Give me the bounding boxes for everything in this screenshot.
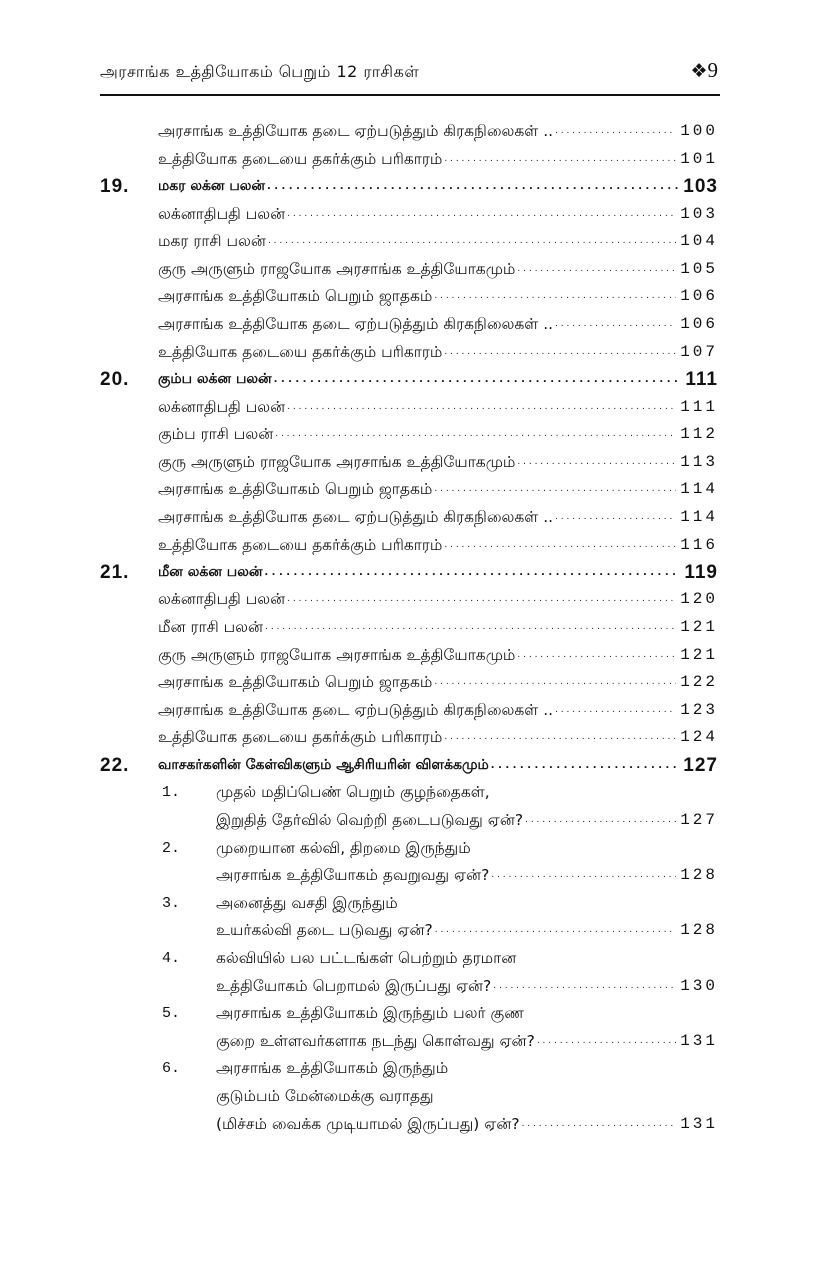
entry-label: கும்ப ராசி பலன் bbox=[158, 425, 274, 444]
entry-page: 120 bbox=[680, 590, 718, 609]
question-line bbox=[100, 1055, 718, 1083]
entry-label: உத்தியோக தடையை தகர்க்கும் பரிகாரம் bbox=[158, 535, 443, 554]
entry-label: லக்னாதிபதி பலன் bbox=[158, 397, 286, 416]
toc-entry bbox=[100, 421, 718, 449]
section-number: 20. bbox=[100, 369, 130, 391]
dot-leader bbox=[272, 366, 682, 394]
question-line bbox=[100, 835, 718, 863]
dot-leader bbox=[442, 532, 676, 560]
section-number: 22. bbox=[100, 755, 130, 777]
toc-entry bbox=[100, 504, 718, 532]
section-title: மீன லக்ன பலன் bbox=[158, 564, 263, 581]
question-line bbox=[100, 1000, 718, 1028]
entry-label: குரு அருளும் ராஜயோக அரசாங்க உத்தியோகமும் bbox=[158, 452, 516, 471]
section-page: 119 bbox=[684, 562, 718, 584]
dot-leader bbox=[553, 697, 676, 725]
dot-leader bbox=[432, 476, 676, 504]
entry-label: குரு அருளும் ராஜயோக அரசாங்க உத்தியோகமும் bbox=[158, 645, 516, 664]
dot-leader bbox=[262, 559, 680, 587]
dot-leader bbox=[442, 339, 676, 367]
section-page: 103 bbox=[683, 176, 718, 198]
entry-page: 124 bbox=[680, 728, 718, 747]
dot-leader bbox=[273, 421, 676, 449]
question-page: 131 bbox=[680, 1114, 718, 1133]
entry-label: லக்னாதிபதி பலன் bbox=[158, 204, 286, 223]
header-page bbox=[690, 58, 718, 83]
question-page: 127 bbox=[680, 811, 718, 830]
question-line bbox=[100, 1028, 718, 1056]
section-heading bbox=[100, 752, 718, 779]
toc-entry bbox=[100, 256, 718, 284]
toc-entry bbox=[100, 449, 718, 477]
dot-leader bbox=[442, 146, 676, 174]
toc-entry bbox=[100, 642, 718, 670]
dot-leader bbox=[432, 669, 676, 697]
dot-leader bbox=[553, 504, 676, 532]
section-title: கும்ப லக்ன பலன் bbox=[158, 371, 272, 388]
entry-label: குரு அருளும் ராஜயோக அரசாங்க உத்தியோகமும் bbox=[158, 259, 516, 278]
entry-page: 113 bbox=[680, 452, 718, 471]
section-title: வாசகர்களின் கேள்விகளும் ஆசிரியரின் விளக்கமும் bbox=[158, 757, 489, 774]
dot-leader bbox=[442, 724, 676, 752]
question-text: உத்தியோகம் பெறாமல் இருப்பது ஏன்? bbox=[216, 976, 492, 995]
entry-page: 100 bbox=[680, 122, 718, 140]
toc-entry bbox=[100, 283, 718, 311]
running-header bbox=[100, 58, 720, 96]
entry-label: உத்தியோக தடையை தகர்க்கும் பரிகாரம் bbox=[158, 728, 443, 747]
entry-label: லக்னாதிபதி பலன் bbox=[158, 590, 286, 609]
entry-label: அரசாங்க உத்தியோக தடை ஏற்படுத்தும் கிரகநிலைகள் .. bbox=[158, 314, 554, 333]
question-number: 4. bbox=[162, 950, 181, 967]
section-heading bbox=[100, 559, 718, 586]
table-of-contents bbox=[100, 118, 718, 1138]
entry-page: 107 bbox=[680, 342, 718, 361]
toc-entry bbox=[100, 532, 718, 560]
question-text: இறுதித் தேர்வில் வெற்றி தடைபடுவது ஏன்? bbox=[216, 811, 524, 830]
dot-leader bbox=[285, 201, 676, 229]
entry-label: உத்தியோக தடையை தகர்க்கும் பரிகாரம் bbox=[158, 149, 443, 168]
entry-page: 111 bbox=[680, 397, 718, 416]
question-line bbox=[100, 1111, 718, 1139]
question-line bbox=[100, 779, 718, 807]
entry-page: 121 bbox=[680, 618, 718, 637]
question-text: அனைத்து வசதி இருந்தும் bbox=[216, 893, 398, 912]
dot-leader bbox=[263, 614, 676, 642]
toc-entry bbox=[100, 311, 718, 339]
question-text: குடும்பம் மேன்மைக்கு வராதது bbox=[216, 1086, 434, 1105]
toc-entry bbox=[100, 339, 718, 367]
dot-leader bbox=[515, 449, 676, 477]
entry-page: 105 bbox=[680, 259, 718, 278]
entry-page: 123 bbox=[680, 700, 718, 719]
section-page: 127 bbox=[683, 755, 718, 777]
dot-leader bbox=[515, 642, 676, 670]
dot-leader bbox=[433, 917, 676, 945]
entry-page: 101 bbox=[680, 149, 718, 168]
question-page: 128 bbox=[680, 921, 718, 940]
entry-page: 112 bbox=[680, 425, 718, 444]
toc-entry bbox=[100, 614, 718, 642]
question-number: 6. bbox=[162, 1060, 181, 1078]
entry-page: 122 bbox=[680, 673, 718, 692]
dot-leader bbox=[523, 807, 676, 835]
question-number: 1. bbox=[162, 784, 181, 802]
dot-leader bbox=[285, 394, 676, 422]
section-number: 21. bbox=[100, 562, 130, 584]
entry-label: அரசாங்க உத்தியோக தடை ஏற்படுத்தும் கிரகநிலைகள் .. bbox=[158, 122, 554, 140]
question-text: அரசாங்க உத்தியோகம் இருந்தும் bbox=[216, 1059, 449, 1078]
question-line bbox=[100, 807, 718, 835]
question-line bbox=[100, 862, 718, 890]
question-text: குறை உள்ளவர்களாக நடந்து கொள்வது ஏன்? bbox=[216, 1031, 535, 1050]
ornament-icon: ❖ bbox=[690, 60, 708, 82]
entry-page: 103 bbox=[680, 204, 718, 223]
question-page: 130 bbox=[680, 976, 718, 995]
section-page: 111 bbox=[685, 369, 718, 391]
question-page: 128 bbox=[680, 866, 718, 885]
dot-leader bbox=[491, 973, 676, 1001]
dot-leader bbox=[515, 256, 676, 284]
question-line bbox=[100, 1083, 718, 1111]
toc-entry bbox=[100, 669, 718, 697]
question-text: (மிச்சம் வைக்க முடியாமல் இருப்பது) ஏன்? bbox=[216, 1114, 520, 1133]
entry-page: 121 bbox=[680, 645, 718, 664]
entry-label: அரசாங்க உத்தியோகம் பெறும் ஜாதகம் bbox=[158, 673, 433, 692]
entry-page: 114 bbox=[680, 480, 718, 499]
question-text: அரசாங்க உத்தியோகம் தவறுவது ஏன்? bbox=[216, 866, 490, 885]
entry-page: 116 bbox=[680, 535, 718, 554]
question-number: 2. bbox=[162, 839, 181, 857]
section-title: மகர லக்ன பலன் bbox=[158, 178, 265, 195]
dot-leader bbox=[285, 586, 676, 614]
entry-label: உத்தியோக தடையை தகர்க்கும் பரிகாரம் bbox=[158, 342, 443, 361]
dot-leader bbox=[489, 862, 676, 890]
question-line bbox=[100, 945, 718, 973]
question-text: அரசாங்க உத்தியோகம் இருந்தும் பலர் குண bbox=[216, 1004, 524, 1023]
dot-leader bbox=[265, 173, 679, 201]
section-number: 19. bbox=[100, 176, 130, 198]
entry-label: அரசாங்க உத்தியோகம் பெறும் ஜாதகம் bbox=[158, 480, 433, 499]
question-line bbox=[100, 890, 718, 918]
entry-label: அரசாங்க உத்தியோகம் பெறும் ஜாதகம் bbox=[158, 287, 433, 306]
toc-entry bbox=[100, 228, 718, 256]
toc-entry bbox=[100, 476, 718, 504]
question-number: 3. bbox=[162, 894, 181, 912]
dot-leader bbox=[489, 752, 680, 780]
toc-entry bbox=[100, 697, 718, 725]
dot-leader bbox=[520, 1111, 677, 1139]
dot-leader bbox=[432, 283, 676, 311]
entry-label: அரசாங்க உத்தியோக தடை ஏற்படுத்தும் கிரகநிலைகள் .. bbox=[158, 700, 554, 719]
question-page: 131 bbox=[680, 1031, 718, 1050]
entry-label: அரசாங்க உத்தியோக தடை ஏற்படுத்தும் கிரகநிலைகள் .. bbox=[158, 507, 554, 526]
entry-label: மீன ராசி பலன் bbox=[158, 618, 264, 637]
entry-page: 114 bbox=[680, 507, 718, 526]
dot-leader bbox=[553, 311, 676, 339]
dot-leader bbox=[266, 228, 676, 256]
header-title: அரசாங்க உத்தியோகம் பெறும் 12 ராசிகள் bbox=[100, 62, 420, 81]
toc-entry bbox=[100, 724, 718, 752]
section-heading bbox=[100, 173, 718, 200]
page-number: 9 bbox=[707, 58, 718, 82]
toc-entry bbox=[100, 394, 718, 422]
question-line bbox=[100, 973, 718, 1001]
section-heading bbox=[100, 366, 718, 393]
question-text: உயர்கல்வி தடை படுவது ஏன்? bbox=[216, 921, 433, 940]
entry-page: 104 bbox=[680, 232, 718, 251]
question-number: 5. bbox=[162, 1005, 181, 1023]
dot-leader bbox=[553, 118, 676, 146]
dot-leader bbox=[535, 1028, 676, 1056]
entry-label: மகர ராசி பலன் bbox=[158, 232, 266, 251]
toc-entry bbox=[100, 201, 718, 229]
question-text: கல்வியில் பல பட்டங்கள் பெற்றும் தரமான bbox=[216, 949, 517, 967]
question-text: முதல் மதிப்பெண் பெறும் குழந்தைகள், bbox=[216, 783, 490, 802]
entry-page: 106 bbox=[680, 287, 718, 306]
question-text: முறையான கல்வி, திறமை இருந்தும் bbox=[216, 838, 471, 857]
toc-entry bbox=[100, 118, 718, 146]
question-line bbox=[100, 917, 718, 945]
toc-entry bbox=[100, 146, 718, 174]
toc-entry bbox=[100, 586, 718, 614]
entry-page: 106 bbox=[680, 314, 718, 333]
